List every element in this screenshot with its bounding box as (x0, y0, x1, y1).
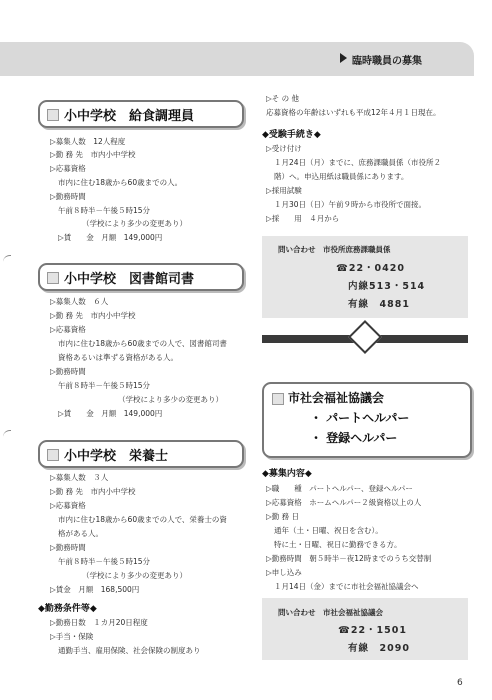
section-title-box (38, 100, 244, 128)
text-line: ▷手当・保険 (50, 632, 94, 641)
contact-box (262, 236, 468, 318)
text-line: 通勤手当、雇用保険、社会保険の制度あり (58, 646, 201, 655)
text-line: 市内に住む18歳から60歳までの人で、図書館司書 (58, 339, 227, 348)
square-icon (272, 393, 284, 405)
text-line: ▷勤務時間 (50, 192, 86, 201)
welfare-title: 市社会福祉協議会 (288, 391, 385, 405)
section-title-box (38, 440, 244, 468)
section-title: 小中学校 図書館司書 (64, 272, 195, 287)
square-icon (47, 109, 59, 121)
text-line: （学校により多少の変更あり） (82, 571, 187, 580)
welfare-title-box (262, 382, 472, 458)
text-line: 午前８時半－午後５時15分 (58, 557, 151, 566)
text-line: 午前８時半－午後５時15分 (58, 381, 151, 390)
text-line: 特に土・日曜、祝日に勤務できる方。 (274, 540, 402, 549)
text-line: ▷そ の 他 (266, 94, 300, 103)
text-line: ▷採用試験 (266, 186, 302, 195)
contact-phone: ☎22・1501 (338, 625, 407, 636)
diamond-icon (348, 320, 382, 354)
text-line: ▷募集人数 ３人 (50, 473, 109, 482)
contact-label: 問い合わせ 市社会福祉協議会 (278, 608, 383, 617)
text-line: ▷勤務時間 (50, 367, 86, 376)
header-title: 臨時職員の募集 (352, 56, 422, 67)
text-line: 応募資格の年齢はいずれも平成12年４月１日現在。 (266, 108, 441, 117)
contact-fax: 有線 2090 (348, 643, 410, 654)
contact-box (262, 598, 468, 660)
text-line: 午前８時半－午後５時15分 (58, 206, 151, 215)
text-line: 格がある人。 (58, 529, 103, 538)
text-line: ▷賃 金 月額 149,000円 (58, 233, 163, 242)
contact-fax: 有線 4881 (348, 299, 410, 310)
procedure-heading: ◆受験手続き◆ (262, 130, 321, 140)
text-line: ▷採 用 ４月から (266, 214, 340, 223)
text-line: ▷応募資格 (50, 164, 86, 173)
text-line: ▷応募資格 (50, 501, 86, 510)
page-number: 6 (457, 678, 463, 688)
recruit-heading: ◆募集内容◆ (262, 469, 312, 479)
text-line: ▷賃 金 月額 149,000円 (58, 409, 163, 418)
square-icon (47, 272, 59, 284)
text-line: 階）へ。申込用紙は職員係にあります。 (274, 172, 409, 181)
text-line: １月30日（日）午前９時から市役所で面接。 (274, 200, 427, 209)
square-icon (47, 449, 59, 461)
section-title: 小中学校 栄養士 (64, 449, 169, 464)
text-line: ▷募集人数 ６人 (50, 297, 109, 306)
triangle-arrow-icon (340, 53, 347, 63)
text-line: ▷賃金 月額 168,500円 (50, 585, 140, 594)
text-line: （学校により多少の変更あり） (82, 219, 187, 228)
contact-label: 問い合わせ 市役所庶務課職員係 (278, 245, 391, 254)
section-title: 小中学校 給食調理員 (64, 109, 195, 124)
welfare-item: ・ パートヘルパー (310, 411, 410, 425)
text-line: ▷勤務日数 １カ月20日程度 (50, 618, 148, 627)
text-line: ▷勤 務 先 市内小中学校 (50, 311, 136, 320)
text-line: ▷応募資格 ホームヘルパー２級資格以上の人 (266, 498, 422, 507)
text-line: ▷応募資格 (50, 325, 86, 334)
text-line: 資格あるいは準ずる資格がある人。 (58, 353, 178, 362)
section-title-box (38, 263, 244, 291)
contact-extension: 内線513・514 (348, 281, 426, 292)
text-line: ▷勤 務 先 市内小中学校 (50, 487, 136, 496)
text-line: １月14日（金）までに市社会福祉協議会へ (274, 582, 419, 591)
conditions-heading: ◆勤務条件等◆ (38, 604, 97, 614)
binder-mark (3, 255, 11, 262)
text-line: ▷職 種 パートヘルパー、登録ヘルパー (266, 484, 413, 493)
text-line: 市内に住む18歳から60歳までの人で、栄養士の資 (58, 515, 227, 524)
contact-phone: ☎22・0420 (336, 263, 405, 274)
text-line: （学校により多少の変更あり） (118, 395, 223, 404)
text-line: 通年（土・日曜、祝日を含む）。 (274, 526, 383, 535)
text-line: ▷勤 務 先 市内小中学校 (50, 150, 136, 159)
text-line: ▷勤務時間 (50, 543, 86, 552)
text-line: 市内に住む18歳から60歳までの人。 (58, 178, 183, 187)
text-line: ▷申し込み (266, 568, 302, 577)
text-line: ▷受け付け (266, 144, 302, 153)
text-line: １月24日（月）までに、庶務課職員係（市役所２ (274, 158, 442, 167)
text-line: ▷勤務時間 朝５時半－夜12時までのうち交替制 (266, 554, 432, 563)
text-line: ▷募集人数 12人程度 (50, 137, 126, 146)
text-line: ▷勤 務 日 (266, 512, 300, 521)
welfare-item: ・ 登録ヘルパー (310, 431, 398, 445)
binder-mark (3, 430, 11, 437)
